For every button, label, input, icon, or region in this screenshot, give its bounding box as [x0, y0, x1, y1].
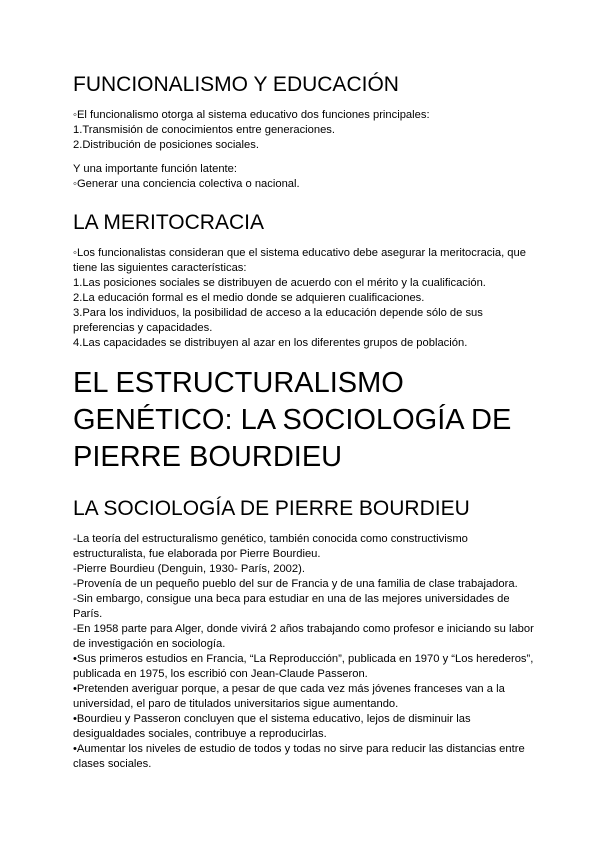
text-line: -Pierre Bourdieu (Denguin, 1930- París, 2002).	[73, 563, 305, 575]
section-heading-funcionalismo: FUNCIONALISMO Y EDUCACIÓN	[73, 73, 399, 96]
section-heading-meritocracia: LA MERITOCRACIA	[73, 211, 264, 234]
text-line: -En 1958 parte para Alger, donde vivirá 2 años trabajando como profesor e iniciando su labor de investigación en sociología.	[73, 623, 534, 650]
latent-function-paragraph	[73, 162, 540, 192]
section-heading-bourdieu: LA SOCIOLOGÍA DE PIERRE BOURDIEU	[73, 497, 470, 520]
funcionalismo-paragraph	[73, 108, 540, 153]
text-line: 4.Las capacidades se distribuyen al azar en los diferentes grupos de población.	[73, 337, 468, 349]
text-line: -La teoría del estructuralismo genético, también conocida como constructivismo estructuralista, fue elaborada por Pierre Bourdieu.	[73, 533, 468, 560]
text-line: 1.Las posiciones sociales se distribuyen de acuerdo con el mérito y la cualificación.	[73, 277, 486, 289]
text-line: 3.Para los individuos, la posibilidad de acceso a la educación depende sólo de sus preferencias y capacidades.	[73, 307, 483, 334]
bourdieu-paragraph	[73, 532, 540, 772]
text-line: •Bourdieu y Passeron concluyen que el sistema educativo, lejos de disminuir las desigualdades sociales, contribuye a reproducirlas.	[73, 713, 471, 740]
text-line: 2.La educación formal es el medio donde se adquieren cualificaciones.	[73, 292, 425, 304]
text-line: ◦Los funcionalistas consideran que el sistema educativo debe asegurar la meritocracia, que tiene las siguientes características:	[73, 247, 526, 274]
text-line: -Sin embargo, consigue una beca para estudiar en una de las mejores universidades de París.	[73, 593, 510, 620]
text-line: •Sus primeros estudios en Francia, “La Reproducción”, publicada en 1970 y “Los herederos”, publicada en 1975, los escribió con Jean-Claude Passeron.	[73, 653, 534, 680]
text-line: -Provenía de un pequeño pueblo del sur de Francia y de una familia de clase trabajadora.	[73, 578, 518, 590]
text-line: 1.Transmisión de conocimientos entre generaciones.	[73, 124, 336, 136]
meritocracia-paragraph	[73, 246, 540, 351]
text-line: ◦El funcionalismo otorga al sistema educativo dos funciones principales:	[73, 109, 430, 121]
text-line: 2.Distribución de posiciones sociales.	[73, 139, 259, 151]
text-line: •Pretenden averiguar porque, a pesar de que cada vez más jóvenes franceses van a la universidad, el paro de titulados universitarios sigue aumentando.	[73, 683, 505, 710]
text-line: •Aumentar los niveles de estudio de todos y todas no sirve para reducir las distancias entre clases sociales.	[73, 743, 525, 770]
text-line: Y una importante función latente:	[73, 163, 237, 175]
text-line: ◦Generar una conciencia colectiva o nacional.	[73, 178, 300, 190]
chapter-title-estructuralismo: EL ESTRUCTURALISMO GENÉTICO: LA SOCIOLOGÍA DE PIERRE BOURDIEU	[73, 367, 512, 473]
